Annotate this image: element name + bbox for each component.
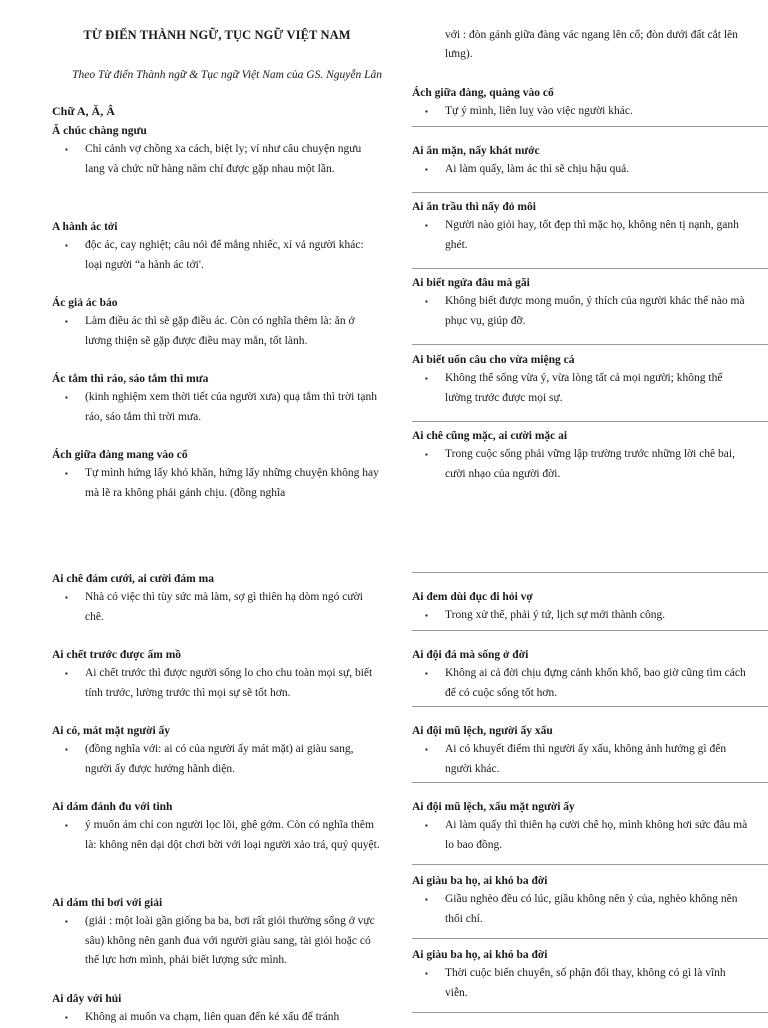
entry [52,218,382,275]
bullet-icon: ▪ [65,1013,68,1022]
bullet-icon: ▪ [425,669,428,678]
entry-definition: ▪ Thời cuộc biến chuyển, số phận đổi thay, không có gì là vĩnh viễn. [412,964,750,1003]
entry-definition: ▪ (giải : một loài gần giống ba ba, bơi rất giỏi thường sống ở vực sâu) không nên ganh đua với người giàu sang, tài giỏi hoặc có thế lực hơn mình, phải biết lượng sức mình. [52,912,382,971]
divider [412,572,768,573]
bullet-icon: ▪ [65,317,68,326]
entry [412,351,750,408]
bullet-icon: ▪ [425,450,428,459]
bullet-icon: ▪ [65,241,68,250]
document-title: TỪ ĐIỂN THÀNH NGỮ, TỤC NGỮ VIỆT NAM [83,28,351,42]
entry-definition: ▪ Không thể sống vừa ý, vừa lòng tất cả mọi người; không thể lường trước được mọi sự. [412,369,750,408]
entry [412,872,750,929]
entry [412,142,750,180]
entry-term: Ai dám đánh đu với tinh [52,801,173,813]
entry-definition: ▪ Không ai cả đời chịu đựng cảnh khốn khổ, bao giờ cũng tìm cách để có cuộc sống tốt hơn. [412,664,750,703]
entry-term: Ách giữa đàng mang vào cổ [52,449,188,461]
bullet-icon: ▪ [425,374,428,383]
entry [412,198,750,255]
divider [412,421,768,422]
divider [412,782,768,783]
entry-term: Ai ăn mặn, nấy khát nước [412,145,540,157]
entry-term: Ai giàu ba họ, ai khó ba đời [412,875,548,887]
divider [412,1012,768,1013]
bullet-icon: ▪ [65,393,68,402]
bullet-icon: ▪ [425,821,428,830]
entry-definition: ▪ Người nào giỏi hay, tốt đẹp thì mặc họ, không nên tị nạnh, ganh ghét. [412,216,750,255]
divider [412,268,768,269]
entry [52,370,382,427]
document-subtitle: Theo Từ điển Thành ngữ & Tục ngữ Việt Nam của GS. Nguyễn Lân [72,69,382,81]
entry [52,646,382,703]
bullet-icon: ▪ [425,221,428,230]
entry-definition: ▪ độc ác, cay nghiệt; câu nói để mắng nhiếc, xỉ vả người khác: loại người “a hành ác tởi'. [52,236,382,275]
entry-term: Ách giữa đàng, quàng vào cổ [412,87,554,99]
entry [412,946,750,1003]
entry [412,798,750,855]
continuation-text: với : đòn gánh giữa đàng vác ngang lên cổ; đòn dưới đất cắt lên lưng). [445,29,738,60]
divider [412,864,768,865]
entry-definition: ▪ Trong xử thế, phải ý tứ, lịch sự mới thành công. [412,606,750,626]
entry [412,722,750,779]
entry [412,84,750,122]
entry-definition: ▪ (đồng nghĩa với: ai có của người ấy mát mặt) ai giàu sang, người ấy được hưởng hãnh diện. [52,740,382,779]
bullet-icon: ▪ [425,107,428,116]
bullet-icon: ▪ [65,669,68,678]
bullet-icon: ▪ [65,745,68,754]
entry-term: Ai biết uốn câu cho vừa miệng cá [412,354,575,366]
entry-definition: ▪ Chỉ cảnh vợ chồng xa cách, biệt ly; ví như câu chuyện ngưu lang và chức nữ hàng năm chỉ được gặp nhau một lần. [52,140,382,179]
bullet-icon: ▪ [65,145,68,154]
entry [52,446,382,503]
bullet-icon: ▪ [425,611,428,620]
entry-definition: ▪ Ai làm quấy thì thiên hạ cười chê họ, mình không hơi sức đâu mà lo bao đồng. [412,816,750,855]
bullet-icon: ▪ [425,297,428,306]
entry-term: Ai chê cũng mặc, ai cười mặc ai [412,430,568,442]
entry-definition: ▪ Ai làm quấy, làm ác thì sẽ chịu hậu quả. [412,160,750,180]
entry-definition: ▪ Không biết được mong muốn, ý thích của người khác thế nào mà phục vụ, giúp đỡ. [412,292,750,331]
entry-term: Ác tắm thì ráo, sáo tắm thì mưa [52,373,209,385]
entry-term: Ai ăn trầu thì nấy đỏ môi [412,201,536,213]
entry [52,722,382,779]
entry [52,798,382,855]
entry-definition: ▪ Tự mình hứng lấy khó khăn, hứng lấy những chuyện không hay mà lẽ ra không phải gánh chịu. (đồng nghĩa [52,464,382,503]
entry-term: A hành ác tởi [52,221,118,233]
entry-term: Ai chết trước được ấm mồ [52,649,182,661]
bullet-icon: ▪ [65,821,68,830]
bullet-icon: ▪ [65,917,68,926]
bullet-icon: ▪ [425,969,428,978]
entry [52,122,382,179]
divider [412,344,768,345]
entry-term: Ai đội mũ lệch, người ấy xấu [412,725,553,737]
entry-definition: ▪ ý muốn ám chỉ con người lọc lõi, ghê gớm. Còn có nghĩa thêm là: không nên dại dột chơi bời với loại người xảo trá, quỷ quyệt. [52,816,382,855]
entry-term: Ă chúc chàng ngưu [52,125,147,137]
entry-definition: ▪ Nhà có việc thì tùy sức mà làm, sợ gì thiên hạ dòm ngó cười chê. [52,588,382,627]
entry-definition: ▪ Trong cuộc sống phải vững lập trường trước những lời chê bai, cười nhạo của người đời. [412,445,750,484]
entry-term: Ai dám thi bơi với giải [52,897,163,909]
entry [52,894,382,971]
entry-term: Ai giàu ba họ, ai khó ba đời [412,949,548,961]
entry-term: Ác giả ác báo [52,297,118,309]
entry [412,274,750,331]
entry-term: Ai đem dùi đục đi hỏi vợ [412,591,533,603]
entry-definition: ▪ Tự ý mình, liên luỵ vào việc người khác. [412,102,750,122]
entry [52,990,382,1028]
section-heading: Chữ A, Ă, Â [52,104,115,118]
entry-term: Ai đội đá mà sống ở đời [412,649,529,661]
entry [52,294,382,351]
entry [412,427,750,484]
entry-definition: ▪ Ai có khuyết điểm thì người ấy xấu, không ảnh hưởng gì đến người khác. [412,740,750,779]
entry-term: Ai có, mát mặt người ấy [52,725,171,737]
entry-definition: ▪ Làm điều ác thì sẽ gặp điều ác. Còn có nghĩa thêm là: ăn ở lương thiện sẽ gặp được điều may mắn, tốt lành. [52,312,382,351]
divider [412,938,768,939]
bullet-icon: ▪ [425,895,428,904]
entry-term: Ai đội mũ lệch, xấu mặt người ấy [412,801,575,813]
entry-definition: ▪ Giầu nghèo đều có lúc, giầu không nên ỷ của, nghèo không nên thối chí. [412,890,750,929]
bullet-icon: ▪ [425,745,428,754]
divider [412,630,768,631]
entry [52,570,382,627]
entry-definition: ▪ Không ai muốn va chạm, liên quan đến kẻ xấu để tránh [52,1008,382,1028]
divider [412,126,768,127]
bullet-icon: ▪ [65,593,68,602]
entry-definition: ▪ (kinh nghiệm xem thời tiết của người xưa) quạ tắm thì trời tạnh ráo, sáo tắm thì trời mưa. [52,388,382,427]
entry [412,646,750,703]
entry-term: Ai dây với hủi [52,993,122,1005]
bullet-icon: ▪ [65,469,68,478]
entry [412,588,750,626]
entry-term: Ai chê đám cưới, ai cười đám ma [52,573,214,585]
entry-definition: ▪ Ai chết trước thì được người sống lo cho chu toàn mọi sự, biết tính trước, lường trước thì mọi sự sẽ tốt hơn. [52,664,382,703]
bullet-icon: ▪ [425,165,428,174]
divider [412,706,768,707]
entry-term: Ai biết ngứa đâu mà gãi [412,277,530,289]
divider [412,192,768,193]
